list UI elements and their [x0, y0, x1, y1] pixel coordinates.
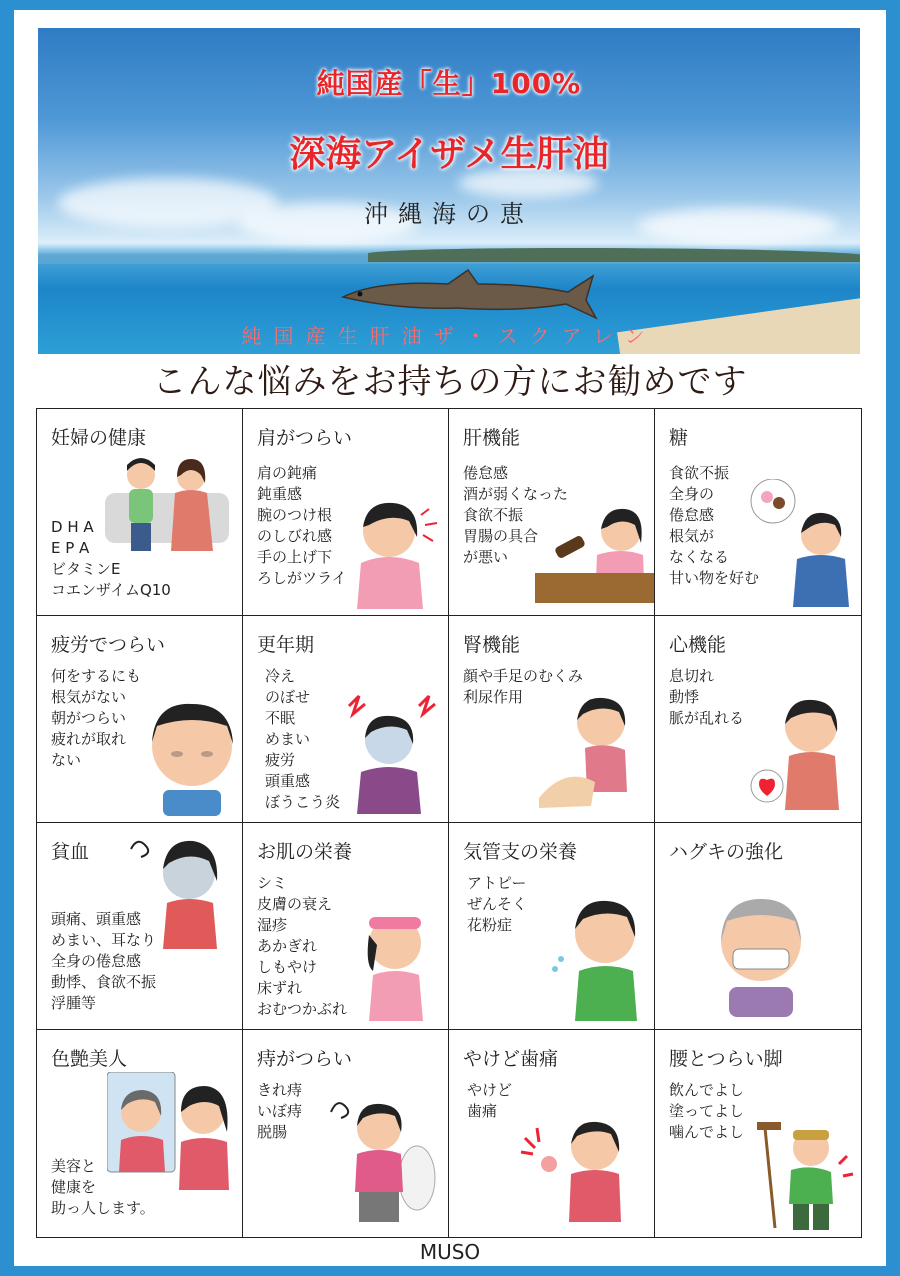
- symptom-cell: [243, 616, 449, 823]
- banner-tagline: 沖縄海の恵: [364, 200, 534, 228]
- cell-title: 肩がつらい: [257, 427, 353, 449]
- bronchial-cough-illustration: [549, 887, 649, 1021]
- cell-text: 息切れ 動悸 脈が乱れる: [669, 667, 745, 727]
- symptom-cell: [449, 616, 655, 823]
- gum-strength-illustration: [711, 891, 811, 1017]
- symptom-cell: [449, 823, 655, 1030]
- cell-text: 頭痛、頭重感 めまい、耳なり 全身の倦怠感 動悸、食欲不振 浮腫等: [51, 910, 157, 1012]
- cell-title: やけど歯痛: [463, 1048, 559, 1070]
- symptom-grid: [36, 408, 862, 1238]
- anemia-illustration: [123, 829, 233, 949]
- kidney-swelling-illustration: [535, 686, 645, 810]
- cell-title: 肝機能: [463, 427, 521, 449]
- cell-text: 食欲不振 全身の 倦怠感 根気が なくなる 甘い物を好む: [669, 464, 760, 587]
- burn-toothache-illustration: [515, 1108, 645, 1226]
- symptom-cell: [449, 409, 655, 616]
- cell-title: ハグキの強化: [669, 841, 784, 863]
- cell-text: やけど 歯痛: [467, 1081, 513, 1120]
- symptom-cell: [449, 1030, 655, 1237]
- liver-drinking-illustration: [535, 503, 655, 607]
- cell-text: きれ痔 いぼ痔 脱腸: [257, 1081, 303, 1141]
- island: [368, 248, 860, 262]
- couple-illustration: [101, 453, 233, 558]
- banner-subtitle: 純国産「生」100%: [316, 67, 582, 100]
- cell-title: 妊婦の健康: [51, 427, 147, 449]
- symptom-cell: [243, 409, 449, 616]
- symptom-cell: [37, 823, 243, 1030]
- symptom-cell: [243, 823, 449, 1030]
- banner-product-name: 純国産生肝油ザ・スクアレン: [241, 324, 657, 348]
- heart-palpitation-illustration: [745, 690, 855, 812]
- skin-care-illustration: [347, 895, 443, 1021]
- mirror-beauty-illustration: [107, 1072, 237, 1192]
- cell-text: 美容と 健康を 助っ人します。: [51, 1157, 155, 1217]
- banner-title: 深海アイザメ生肝油: [289, 134, 609, 175]
- hemorrhoid-illustration: [327, 1088, 437, 1228]
- cell-text: アトピー ぜんそく 花粉症: [467, 874, 528, 934]
- symptom-cell: [655, 823, 861, 1030]
- symptom-cell: [37, 409, 243, 616]
- cell-text: 顔や手足のむくみ 利尿作用: [463, 667, 584, 706]
- sweets-craving-illustration: [745, 479, 855, 607]
- cell-title: 気管支の栄養: [463, 841, 578, 863]
- menopause-illustration: [339, 686, 439, 814]
- cell-title: 疲労でつらい: [51, 634, 166, 656]
- symptom-cell: [655, 409, 861, 616]
- cell-text: シミ 皮膚の衰え 湿疹 あかぎれ しもやけ 床ずれ おむつかぶれ: [257, 874, 348, 1018]
- shark-illustration: [338, 262, 598, 322]
- cell-title: 痔がつらい: [257, 1048, 353, 1070]
- symptom-cell: [655, 1030, 861, 1237]
- symptom-cell: [37, 1030, 243, 1237]
- shoulder-pain-illustration: [343, 491, 443, 609]
- back-leg-pain-illustration: [755, 1120, 855, 1230]
- cell-title: 腎機能: [463, 634, 521, 656]
- cell-title: 色艶美人: [51, 1048, 128, 1070]
- cell-title: 更年期: [257, 634, 315, 656]
- cell-title: 貧血: [51, 841, 90, 863]
- footer-brand: MUSO: [419, 1240, 481, 1264]
- cell-text: 飲んでよし 塗ってよし 噛んでよし: [669, 1081, 745, 1141]
- cell-title: 腰とつらい脚: [669, 1048, 783, 1070]
- cell-title: 糖: [669, 427, 689, 449]
- symptom-cell: [655, 616, 861, 823]
- cell-text: 何をするにも 根気がない 朝がつらい 疲れが取れ ない: [51, 667, 142, 769]
- cell-text: 冷え のぼせ 不眠 めまい 疲労 頭重感 ぼうこう炎: [265, 667, 341, 811]
- symptom-cell: [243, 1030, 449, 1237]
- cell-title: 心機能: [669, 634, 727, 656]
- fatigue-illustration: [147, 690, 237, 816]
- cell-title: お肌の栄養: [257, 841, 353, 863]
- banner-photo: [38, 28, 860, 354]
- cell-text: 肩の鈍痛 鈍重感 腕のつけ根 のしびれ感 手の上げ下 ろしがツライ: [257, 464, 347, 587]
- cell-text: 倦怠感 酒が弱くなった 食欲不振 胃腸の具合 が悪い: [463, 464, 569, 566]
- cell-text: D H A E P A ビタミンE コエンザイムQ10: [51, 518, 171, 599]
- symptom-cell: [37, 616, 243, 823]
- page-heading: こんな悩みをお持ちの方にお勧めです: [152, 362, 748, 402]
